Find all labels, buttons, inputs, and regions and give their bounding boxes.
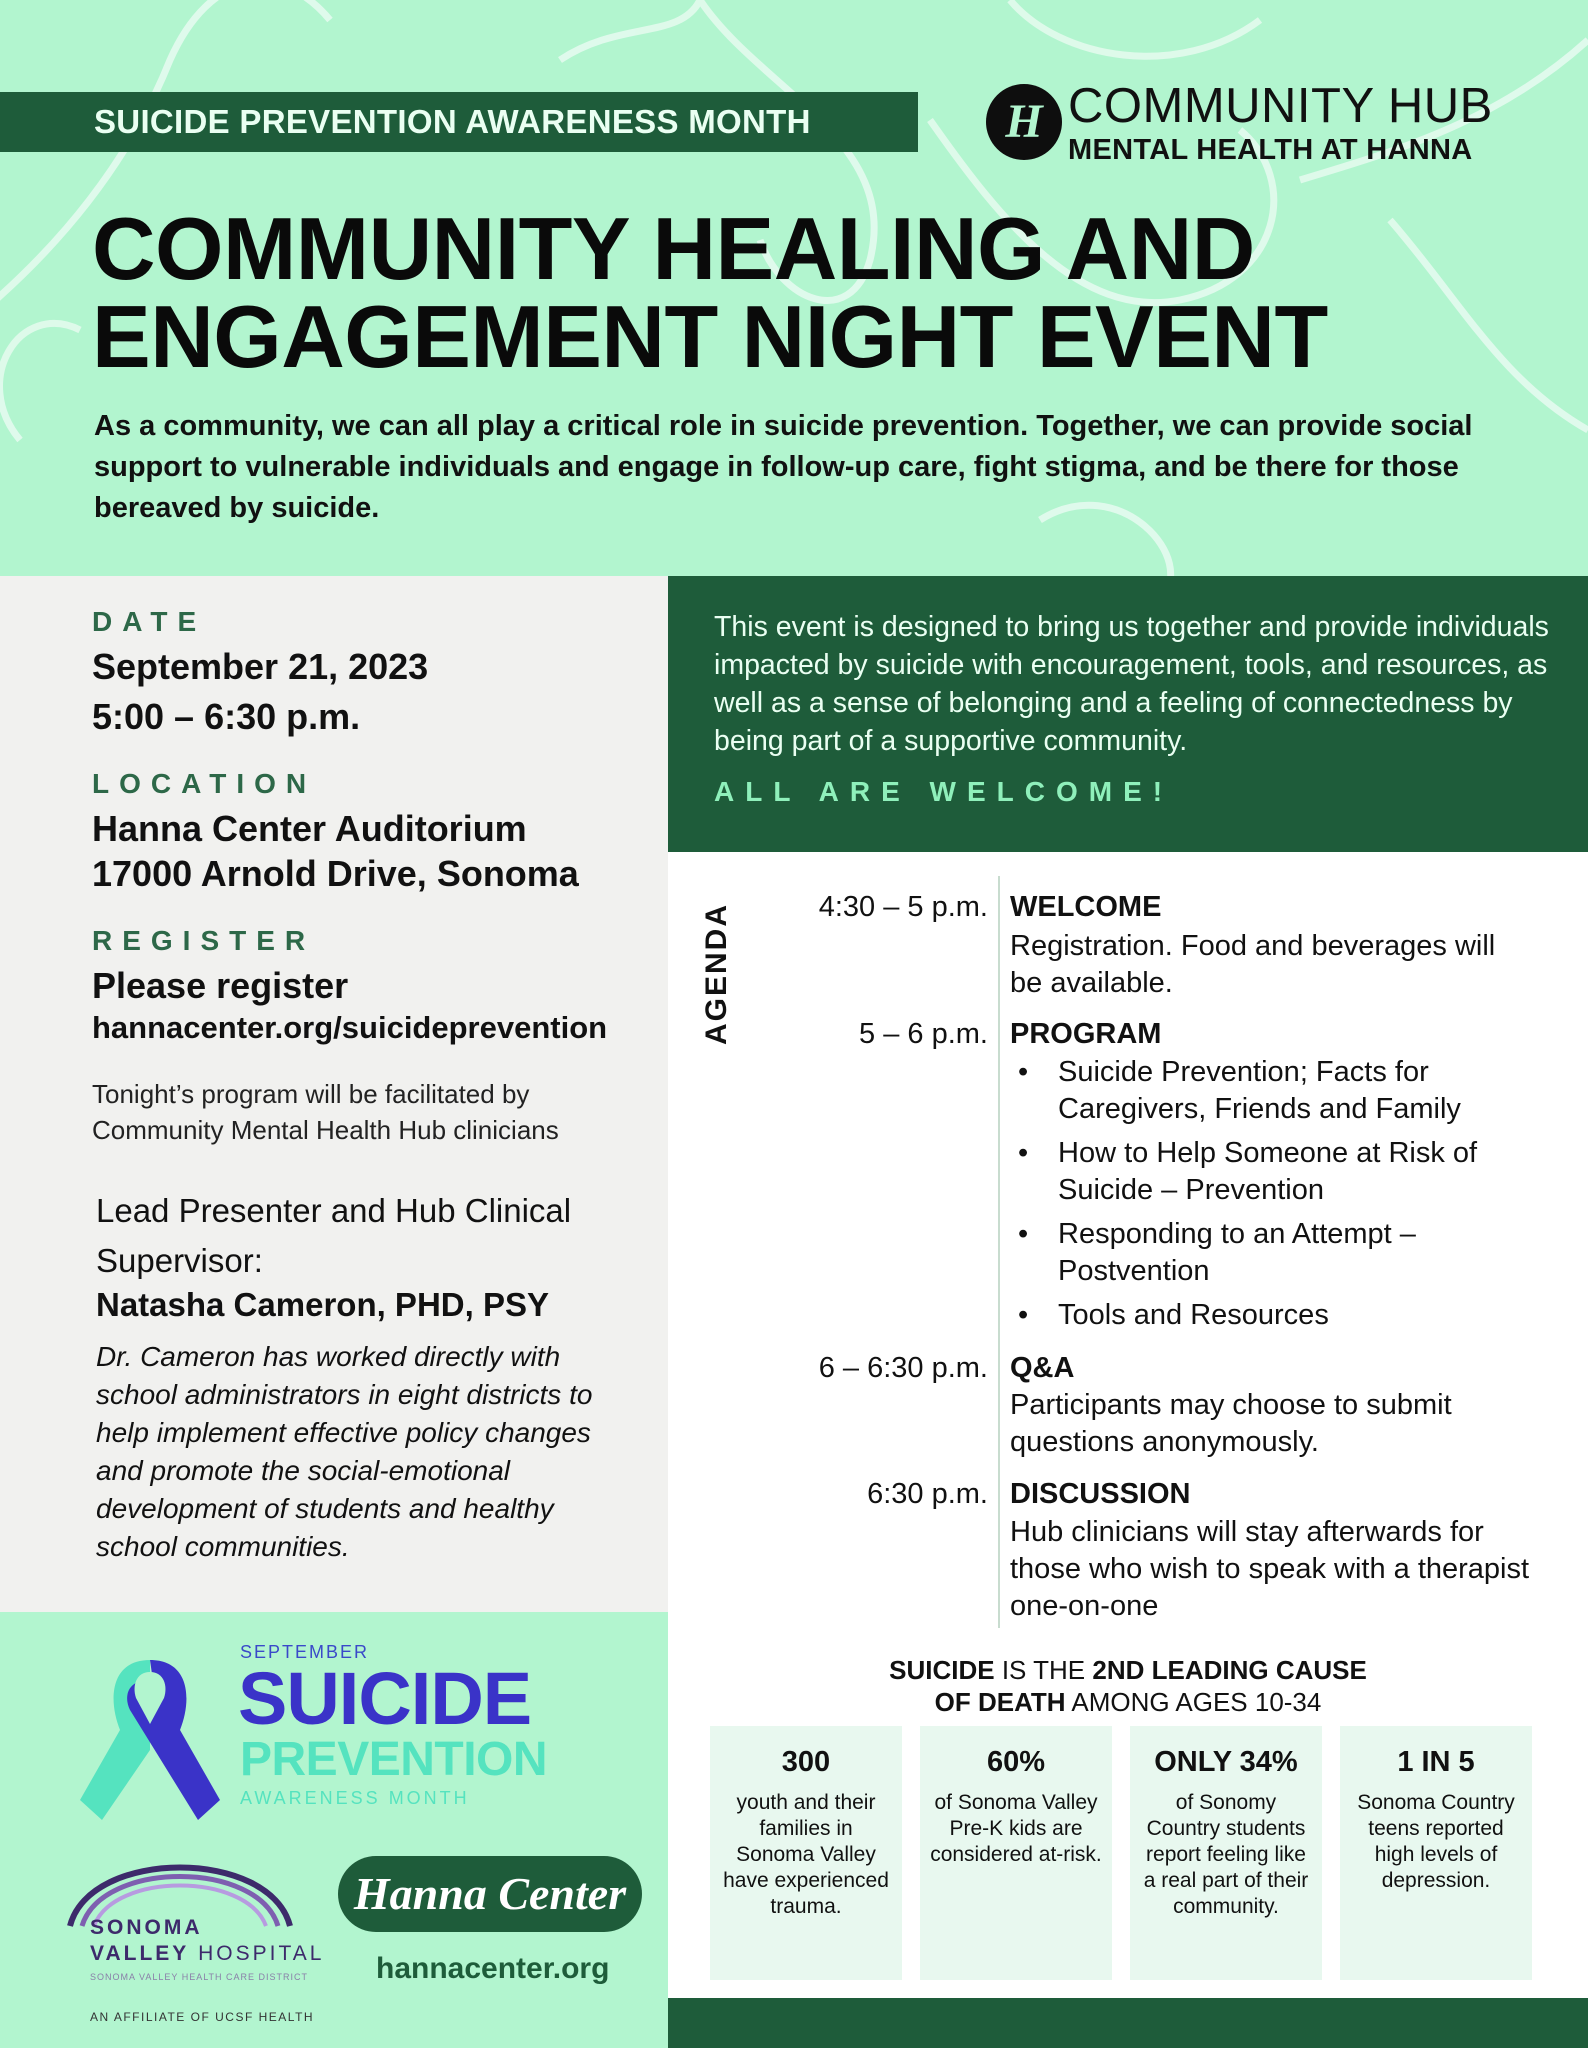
bullet-icon: • [1018, 1137, 1029, 1169]
agenda-text: Registration. Food and beverages will be available. [1010, 930, 1496, 999]
hanna-center-logo: Hanna Center [338, 1856, 642, 1932]
hanna-center-link[interactable]: hannacenter.org [376, 1952, 610, 1985]
stats-heading [668, 1654, 1588, 1718]
hero-section [0, 0, 1588, 576]
stat-value: 60% [986, 1746, 1046, 1778]
register-label: REGISTER [92, 925, 316, 956]
sponsor-logos [0, 1612, 668, 2048]
bullet-icon: • [1018, 1218, 1029, 1250]
program-topic [1010, 1216, 1530, 1290]
footer-bar [668, 1998, 1588, 2048]
community-hub-logo [986, 80, 1506, 170]
stat-card [920, 1726, 1112, 1980]
hospital-name-line2 [90, 1942, 324, 1966]
facilitator-note: Tonight’s program will be facilitated by Community Mental Health Hub clinicians [92, 1079, 559, 1145]
agenda-title: DISCUSSION [1010, 1478, 1191, 1510]
stat-description: youth and their families in Sonoma Valley have experienced trauma. [723, 1791, 889, 1918]
event-title [92, 199, 1512, 386]
hospital-district: SONOMA VALLEY HEALTH CARE DISTRICT [90, 1972, 309, 1982]
program-topic-text: Tools and Resources [1058, 1299, 1329, 1331]
stat-card [1340, 1726, 1532, 1980]
sp-logo-month: AWARENESS MONTH [240, 1788, 470, 1808]
event-address: 17000 Arnold Drive, Sonoma [92, 853, 579, 894]
stat-value: 300 [781, 1746, 831, 1778]
register-text: Please register [92, 965, 349, 1006]
event-title-line1: COMMUNITY HEALING AND [92, 199, 1255, 298]
program-topic [1010, 1297, 1530, 1334]
event-date: September 21, 2023 [92, 646, 429, 687]
agenda-title: Q&A [1010, 1352, 1075, 1384]
stats-heading-part: OF DEATH [934, 1687, 1066, 1717]
agenda-time: 6 – 6:30 p.m. [818, 1352, 988, 1384]
sp-logo-prevention: PREVENTION [240, 1733, 548, 1786]
stat-description: of Sonoma Valley Pre-K kids are considered at-risk. [930, 1791, 1102, 1866]
intro-paragraph: As a community, we can all play a critical role in suicide prevention. Together, we can provide social support to vulnerable individuals and engage in follow-up care, fight stigma, and be there for those bereaved by suicide. [94, 410, 1473, 524]
sp-logo-suicide: SUICIDE [238, 1657, 532, 1740]
agenda-title: PROGRAM [1010, 1018, 1162, 1050]
presenter-role: Lead Presenter and Hub Clinical Supervisor: [96, 1192, 572, 1279]
hub-logo-title: COMMUNITY HUB [1068, 79, 1493, 133]
location-label: LOCATION [92, 768, 317, 799]
welcome-tagline: ALL ARE WELCOME! [714, 776, 1174, 807]
program-topic-text: Suicide Prevention; Facts for Caregivers, Friends and Family [1058, 1056, 1461, 1125]
awareness-ribbon-icon [80, 1640, 220, 1830]
stats-heading-part: 2ND LEADING CAUSE [1092, 1655, 1367, 1685]
event-description-box [668, 576, 1588, 852]
stat-card [710, 1726, 902, 1980]
presenter-bio: Dr. Cameron has worked directly with school administrators in eight districts to help implement effective policy changes and promote the social-emotional development of students and healthy school communities. [96, 1341, 593, 1562]
program-topic-text: Responding to an Attempt – Postvention [1058, 1218, 1416, 1287]
hospital-arch-icon [50, 1838, 310, 1928]
hub-logo-subtitle: MENTAL HEALTH AT HANNA [1068, 134, 1473, 166]
hospital-affiliation: AN AFFILIATE OF UCSF HEALTH [90, 2010, 315, 2024]
event-time: 5:00 – 6:30 p.m. [92, 696, 361, 737]
stat-description: Sonoma Country teens reported high levels of depression. [1357, 1791, 1515, 1892]
bullet-icon: • [1018, 1299, 1029, 1331]
sonoma-valley-hospital-logo [50, 1838, 325, 2028]
program-topic-text: How to Help Someone at Risk of Suicide – Prevention [1058, 1137, 1478, 1206]
stat-value: ONLY 34% [1154, 1746, 1298, 1778]
sp-logo-september: SEPTEMBER [240, 1642, 370, 1662]
agenda-time: 4:30 – 5 p.m. [818, 891, 988, 923]
program-topic [1010, 1054, 1530, 1128]
stat-card [1130, 1726, 1322, 1980]
hospital-name-valley: VALLEY [90, 1942, 190, 1965]
agenda-text: Participants may choose to submit questions anonymously. [1010, 1389, 1452, 1458]
stat-value: 1 IN 5 [1397, 1746, 1475, 1778]
event-venue: Hanna Center Auditorium [92, 808, 527, 849]
register-link[interactable]: hannacenter.org/suicideprevention [92, 1010, 608, 1045]
agenda-divider [998, 876, 1000, 1628]
hospital-name-hospital: HOSPITAL [189, 1942, 325, 1965]
agenda-text: Hub clinicians will stay afterwards for those who wish to speak with a therapist one-on-one [1010, 1516, 1530, 1622]
agenda-label: AGENDA [700, 902, 733, 1045]
event-description: This event is designed to bring us together and provide individuals impacted by suicide with encouragement, tools, and resources, as well as a sense of belonging and a feeling of connectedness by being part of a supportive community. [714, 611, 1549, 757]
stats-heading-part: IS THE [994, 1655, 1093, 1685]
agenda-time: 5 – 6 p.m. [859, 1018, 988, 1050]
event-title-line2: ENGAGEMENT NIGHT EVENT [92, 287, 1328, 386]
presenter-name: Natasha Cameron, PHD, PSY [96, 1286, 549, 1323]
date-label: DATE [92, 606, 207, 637]
stats-heading-part: SUICIDE [889, 1655, 995, 1685]
bullet-icon: • [1018, 1056, 1029, 1088]
program-topics [1010, 1054, 1530, 1341]
stat-description: of Sonomy Country students report feeling like a real part of their community. [1143, 1791, 1309, 1918]
hub-logo-mark: H [986, 84, 1062, 160]
hospital-name-line1: SONOMA [90, 1916, 203, 1939]
agenda-time: 6:30 p.m. [867, 1478, 988, 1510]
program-topic [1010, 1135, 1530, 1209]
agenda-title: WELCOME [1010, 891, 1162, 923]
awareness-banner: SUICIDE PREVENTION AWARENESS MONTH [0, 92, 918, 152]
stats-heading-part: AMONG AGES 10-34 [1065, 1687, 1322, 1717]
